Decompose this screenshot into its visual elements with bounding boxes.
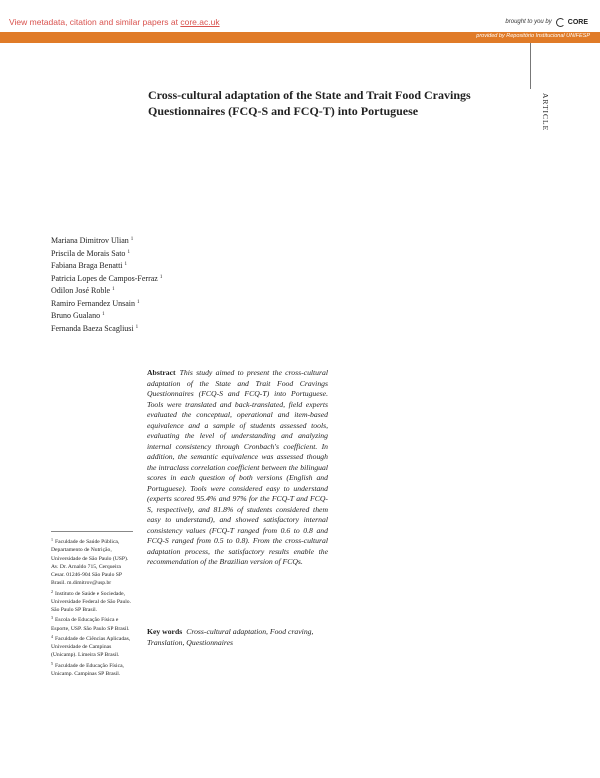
- brought-by-text: brought to you by: [505, 19, 552, 25]
- author-item: [51, 247, 162, 260]
- affiliation-mark: 1: [112, 287, 115, 292]
- core-header: [0, 0, 600, 32]
- affiliation-mark: 1: [102, 312, 105, 317]
- affiliation-mark: 1: [136, 299, 140, 305]
- paper-title: Cross-cultural adaptation of the State and Trait Food Cravings Questionnaires (FCQ-S and FCQ-T) into Portuguese: [148, 88, 471, 118]
- affiliation-note: [51, 660, 135, 679]
- author-name: Priscila de Morais Sato: [51, 248, 126, 258]
- affiliation-mark: 1: [130, 237, 134, 242]
- affiliation-text: Faculdade de Educação Física, Unicamp. Campinas SP Brasil.: [51, 662, 124, 677]
- author-name: Odilon José Roble: [51, 286, 111, 295]
- article-type-label: ARTICLE: [541, 93, 550, 132]
- abstract-text: This study aimed to present the cross-cultural adaptation of the State and Trait Food Cravings Questionnaires (FCQ-S and FCQ-T) into Portuguese. Tools were translated and back-translated, field experts evaluated the conceptual, operational and item-based equivalence and a sample of students assessed tools, evaluating the level of understanding and analyzing internal consistency through Cronbach's coefficient. In addition, the semantic equivalence was assessed though the intraclass correlation coefficient between the bilingual scores in each question of both versions (English and Portuguese). Tools were considered easy to understand (experts scored 95.4% and 97% for the FCQ-T and FCQ-S, respectively, and 81.8% of students considered them easy to understand), and showed satisfactory internal consistency values (FCQ-T ranged from 0.6 to 0.8 and FCQ-S ranged from 0.5 to 0.8). From the cross-cultural adaptation process, the satisfactory results enable the recommendation of the Brazilian version of FCQs.: [147, 368, 328, 566]
- author-name: Ramiro Fernandez Unsain: [51, 298, 135, 308]
- author-item: [51, 272, 162, 285]
- author-item: [51, 309, 162, 322]
- affiliation-number: 1: [51, 537, 53, 542]
- affiliation-mark: 1: [127, 249, 130, 255]
- affiliation-mark: 1: [124, 262, 128, 267]
- affiliation-footnotes: [51, 536, 135, 678]
- author-name: Fabiana Braga Benatti: [51, 261, 123, 270]
- abstract-label: Abstract: [147, 368, 176, 377]
- keywords: [147, 627, 328, 648]
- core-logo-icon: [556, 18, 566, 26]
- author-name: Patricia Lopes de Campos-Ferraz: [51, 273, 158, 283]
- author-item: [51, 259, 162, 272]
- abstract: [147, 368, 328, 568]
- footnote-rule: [51, 531, 133, 532]
- affiliation-text: Faculdade de Saúde Pública, Departamento de Nutrição, Universidade de São Paulo (USP). Av. Dr. Arnaldo 715, Cerqueira Cesar. 01246-904 São Paulo SP Brasil. m.dimitrov@usp.br: [51, 539, 129, 587]
- affiliation-text: Escola de Educação Física e Esporte, USP. São Paulo SP Brasil.: [51, 617, 130, 632]
- provided-by-text[interactable]: provided by Repositório Institucional UNIFESP: [476, 33, 590, 39]
- author-item: [51, 234, 162, 247]
- core-wordmark: CORE: [567, 18, 588, 26]
- author-name: Fernanda Baeza Scagliusi: [51, 323, 134, 333]
- author-list: [51, 234, 162, 334]
- author-item: [51, 284, 162, 297]
- affiliation-note: [51, 614, 135, 633]
- keywords-label: Key words: [147, 627, 183, 636]
- affiliation-number: 2: [51, 588, 53, 594]
- brought-to-you-by[interactable]: [505, 18, 588, 26]
- affiliation-number: 4: [51, 633, 53, 639]
- author-name: Bruno Gualano: [51, 311, 101, 320]
- author-item: [51, 297, 162, 310]
- affiliation-number: 5: [51, 660, 53, 666]
- author-name: Mariana Dimitrov Ulian: [51, 236, 129, 245]
- affiliation-note: [51, 633, 135, 660]
- affiliation-mark: 1: [159, 274, 163, 280]
- affiliation-note: [51, 536, 135, 588]
- affiliation-mark: 1: [135, 324, 139, 330]
- provider-bar: [0, 32, 600, 43]
- metadata-link[interactable]: View metadata, citation and similar papers at core.ac.uk: [9, 17, 220, 27]
- core-site-link[interactable]: core.ac.uk: [180, 17, 220, 27]
- affiliation-text: Instituto de Saúde e Sociedade, Universidade Federal de São Paulo. São Paulo SP Brasil.: [51, 590, 132, 613]
- affiliation-note: [51, 588, 135, 615]
- keywords-text: Cross-cultural adaptation, Food craving, Translation, Questionnaires: [147, 627, 314, 647]
- affiliation-number: 3: [51, 615, 53, 621]
- margin-divider: [530, 43, 531, 89]
- author-item: [51, 322, 162, 335]
- affiliation-text: Faculdade de Ciências Aplicadas, Universidade de Campinas (Unicamp). Limeira SP Brasil.: [51, 635, 131, 659]
